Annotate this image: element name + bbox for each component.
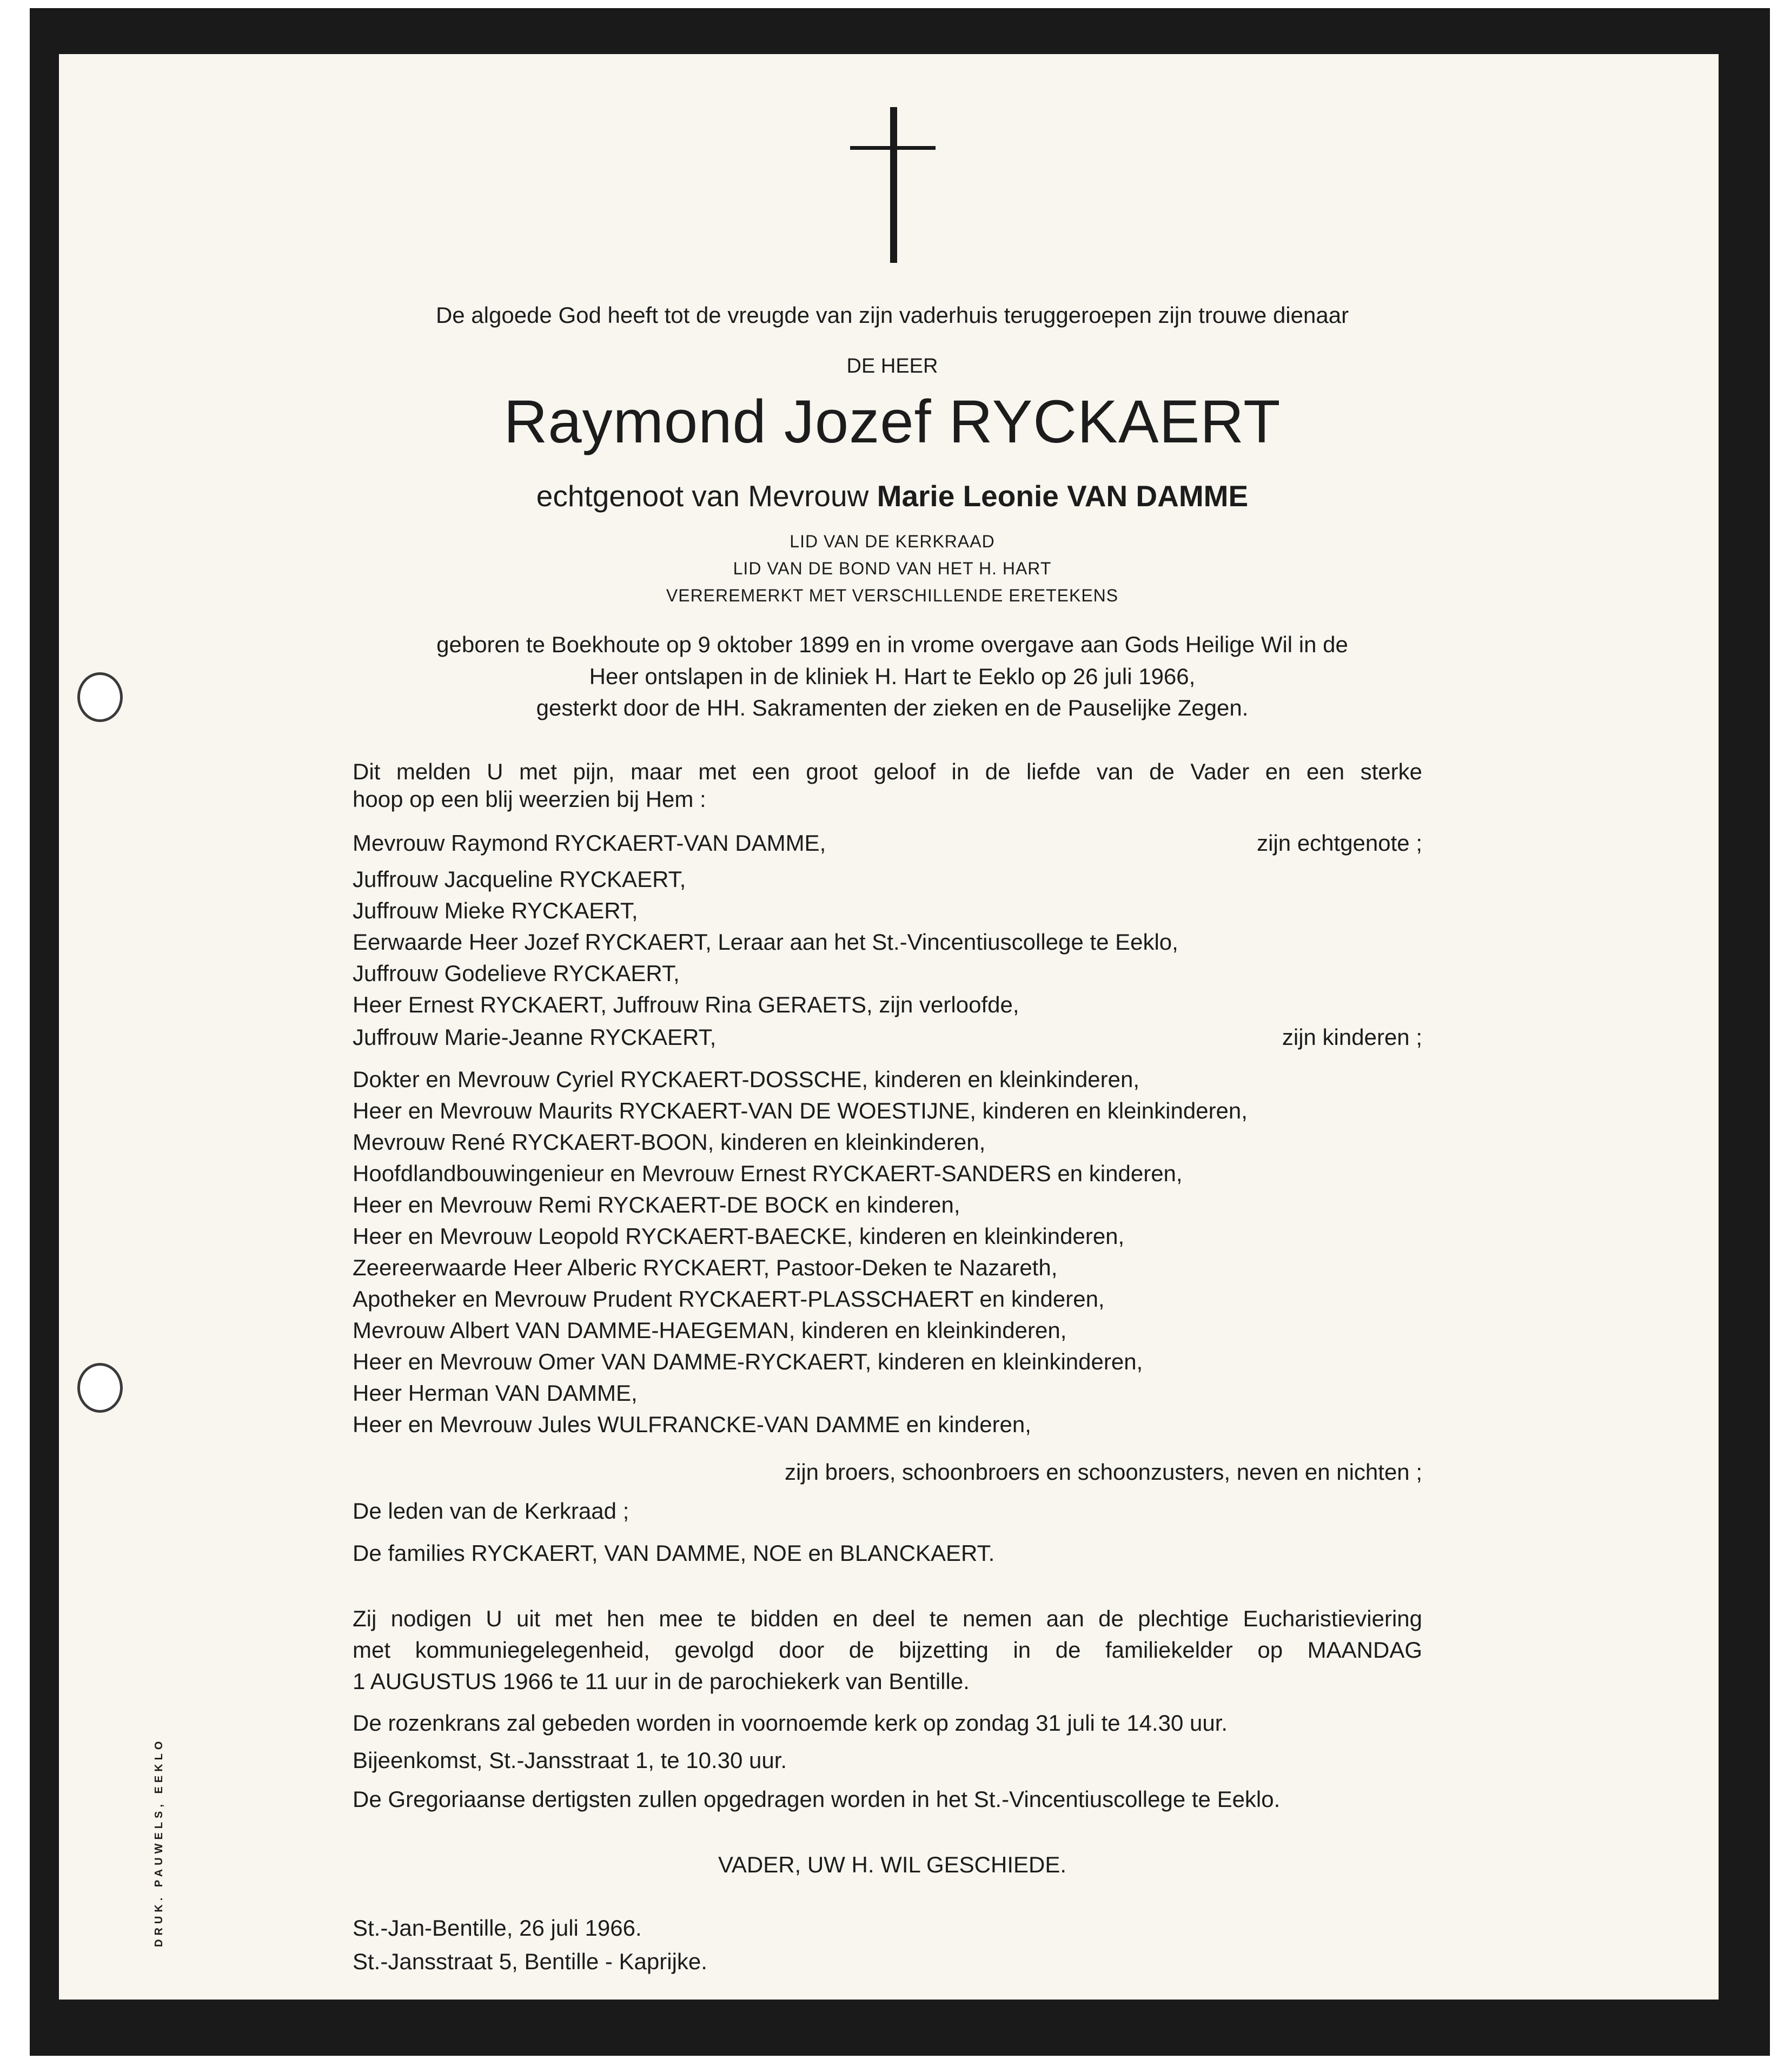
- list-item: Apotheker en Mevrouw Prudent RYCKAERT-PLASSCHAERT en kinderen,: [353, 1286, 1105, 1312]
- last-child-name: Juffrouw Marie-Jeanne RYCKAERT,: [353, 1024, 717, 1050]
- list-item: Dokter en Mevrouw Cyriel RYCKAERT-DOSSCHE, kinderen en kleinkinderen,: [353, 1067, 1140, 1092]
- list-item: Heer en Mevrouw Omer VAN DAMME-RYCKAERT, kinderen en kleinkinderen,: [353, 1349, 1143, 1374]
- list-item: Heer Ernest RYCKAERT, Juffrouw Rina GERAETS, zijn verloofde,: [353, 992, 1019, 1017]
- cross-vertical-bar: [890, 107, 897, 263]
- printer-imprint: DRUK. PAUWELS, EEKLO: [153, 1737, 165, 1947]
- birth-death-line: geboren te Boekhoute op 9 oktober 1899 en in vrome overgave aan Gods Heilige Wil in de: [436, 632, 1348, 657]
- church-council-line: De leden van de Kerkraad ;: [353, 1498, 629, 1524]
- list-item: Eerwaarde Heer Jozef RYCKAERT, Leraar aan het St.-Vincentiuscollege te Eeklo,: [353, 929, 1178, 955]
- widow-relation: zijn echtgenote ;: [1257, 830, 1422, 856]
- invitation-line: met kommuniegelegenheid, gevolgd door de bijzetting in de familiekelder op MAANDAG: [353, 1637, 1422, 1663]
- widow-name: Mevrouw Raymond RYCKAERT-VAN DAMME,: [353, 830, 826, 856]
- list-item: Heer en Mevrouw Remi RYCKAERT-DE BOCK en kinderen,: [353, 1192, 960, 1217]
- birth-death-line: Heer ontslapen in de kliniek H. Hart te Eeklo op 26 juli 1966,: [589, 664, 1196, 689]
- list-item: Zeereerwaarde Heer Alberic RYCKAERT, Pastoor-Deken te Nazareth,: [353, 1255, 1058, 1280]
- punch-hole-bottom: [77, 1363, 123, 1413]
- list-item: Juffrouw Mieke RYCKAERT,: [353, 898, 638, 923]
- relatives-list: [353, 1064, 1248, 1440]
- invitation-line: 1 AUGUSTUS 1966 te 11 uur in de parochiekerk van Bentille.: [353, 1669, 970, 1694]
- membership-line: LID VAN DE KERKRAAD: [790, 532, 995, 551]
- spouse-line: [352, 477, 1433, 515]
- birth-death-line: gesterkt door de HH. Sakramenten der zieken en de Pauselijke Zegen.: [536, 695, 1249, 720]
- closing-prayer: VADER, UW H. WIL GESCHIEDE.: [718, 1852, 1067, 1877]
- invitation-line: Zij nodigen U uit met hen mee te bidden en deel te nemen aan de plechtige Eucharistieviering: [353, 1606, 1422, 1631]
- list-item: Heer en Mevrouw Jules WULFRANCKE-VAN DAMME en kinderen,: [353, 1412, 1031, 1437]
- spouse-name: Marie Leonie VAN DAMME: [877, 479, 1249, 513]
- children-relation: zijn kinderen ;: [1282, 1024, 1422, 1050]
- spouse-prefix: echtgenoot van Mevrouw: [536, 479, 869, 513]
- membership-line: LID VAN DE BOND VAN HET H. HART: [733, 559, 1052, 578]
- list-item: Heer en Mevrouw Leopold RYCKAERT-BAECKE, kinderen en kleinkinderen,: [353, 1223, 1125, 1249]
- list-item: Mevrouw Albert VAN DAMME-HAEGEMAN, kinderen en kleinkinderen,: [353, 1318, 1067, 1343]
- intro-text: De algoede God heeft tot de vreugde van zijn vaderhuis teruggeroepen zijn trouwe dienaar: [435, 302, 1349, 328]
- announcement-line: Dit melden U met pijn, maar met een groot geloof in de liefde van de Vader en een sterke: [353, 759, 1422, 784]
- gregorian-line: De Gregoriaanse dertigsten zullen opgedragen worden in het St.-Vincentiuscollege te Eeklo.: [353, 1786, 1281, 1812]
- punch-hole-top: [77, 672, 123, 722]
- honorific: DE HEER: [846, 355, 938, 378]
- place-date: St.-Jan-Bentille, 26 juli 1966.: [353, 1915, 642, 1941]
- relatives-relation: zijn broers, schoonbroers en schoonzusters, neven en nichten ;: [784, 1459, 1422, 1485]
- cross-horizontal-bar: [850, 146, 936, 150]
- list-item: Heer Herman VAN DAMME,: [353, 1380, 638, 1406]
- list-item: Heer en Mevrouw Maurits RYCKAERT-VAN DE WOESTIJNE, kinderen en kleinkinderen,: [353, 1098, 1248, 1123]
- gathering-line: Bijeenkomst, St.-Jansstraat 1, te 10.30 uur.: [353, 1747, 787, 1773]
- children-list: [353, 864, 1178, 1021]
- address: St.-Jansstraat 5, Bentille - Kaprijke.: [353, 1949, 707, 1974]
- list-item: Mevrouw René RYCKAERT-BOON, kinderen en kleinkinderen,: [353, 1129, 986, 1155]
- deceased-name: Raymond Jozef RYCKAERT: [503, 388, 1281, 455]
- list-item: Juffrouw Godelieve RYCKAERT,: [353, 961, 680, 986]
- membership-line: VEREREMERKT MET VERSCHILLENDE ERETEKENS: [666, 586, 1119, 605]
- families-line: De families RYCKAERT, VAN DAMME, NOE en BLANCKAERT.: [353, 1540, 995, 1566]
- list-item: Hoofdlandbouwingenieur en Mevrouw Ernest RYCKAERT-SANDERS en kinderen,: [353, 1161, 1183, 1186]
- list-item: Juffrouw Jacqueline RYCKAERT,: [353, 866, 686, 892]
- rosary-line: De rozenkrans zal gebeden worden in voornoemde kerk op zondag 31 juli te 14.30 uur.: [353, 1710, 1228, 1736]
- announcement-line: hoop op een blij weerzien bij Hem :: [353, 786, 706, 812]
